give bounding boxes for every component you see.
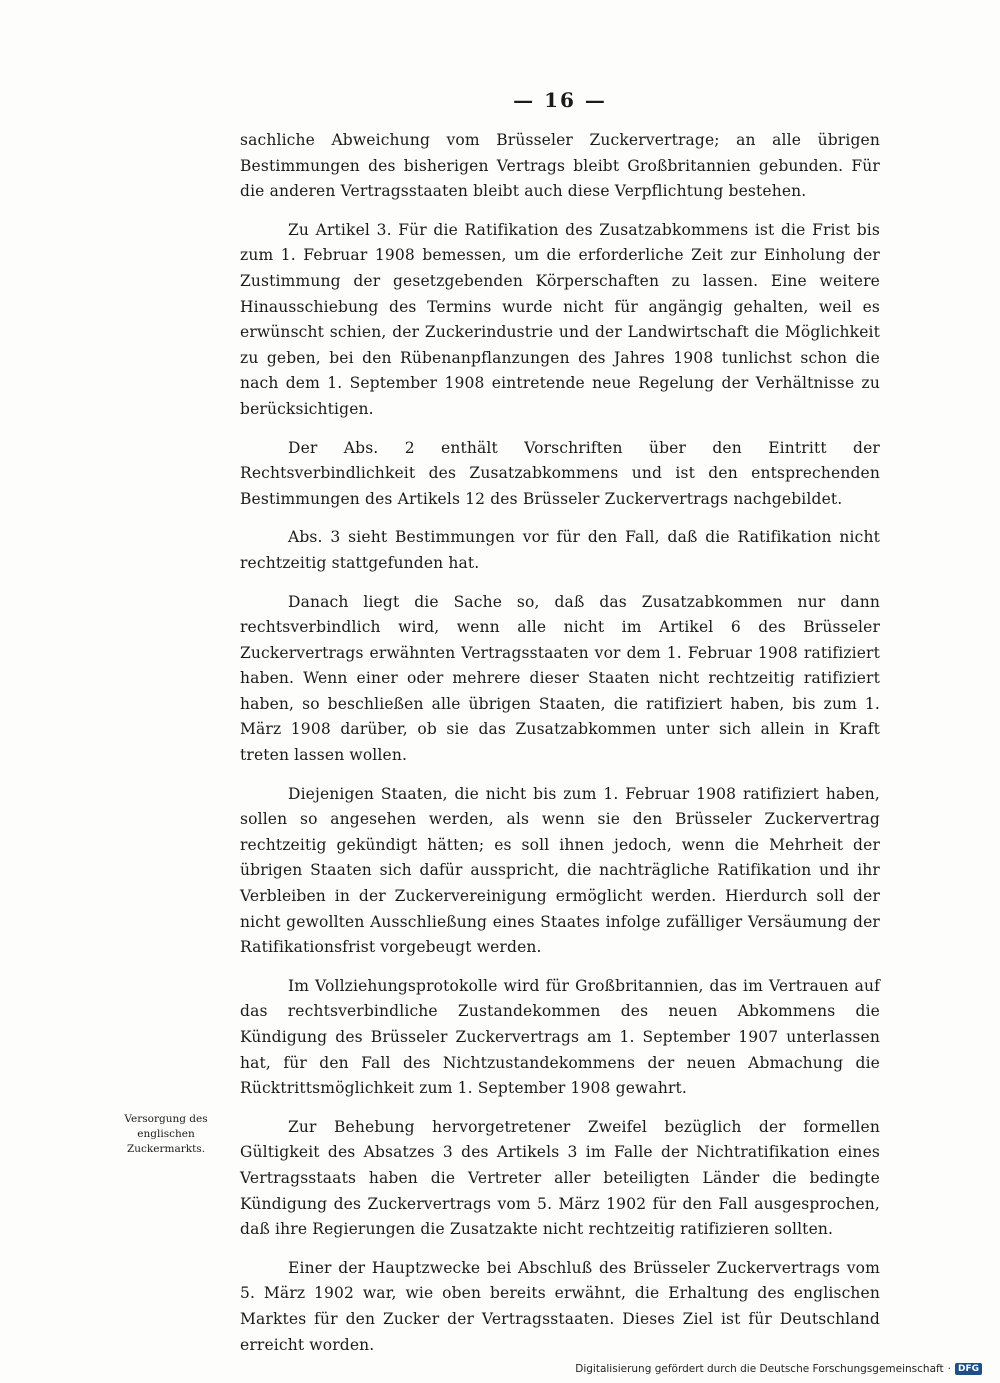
paragraph-abs-3: Abs. 3 sieht Bestimmungen vor für den Fall, daß die Ratifikation nicht rechtzeitig stattgefunden hat.	[240, 528, 880, 572]
dfg-logo-icon: DFG	[955, 1363, 982, 1375]
footer	[575, 1363, 982, 1375]
paragraph-abs-2: Der Abs. 2 enthält Vorschriften über den Eintritt der Rechtsverbindlichkeit des Zusatzabkommens und ist den entsprechenden Bestimmungen des Artikels 12 des Brüsseler Zuckervertrags nachgebildet.	[240, 438, 880, 508]
paragraph-danach: Danach liegt die Sache so, daß das Zusatzabkommen nur dann rechtsverbindlich wird, wenn alle nicht im Artikel 6 des Brüsseler Zuckervertrags erwähnten Vertragsstaaten vor dem 1. Februar 1908 ratifiziert haben. Wenn einer oder mehrere dieser Staaten nicht rechtzeitig ratifiziert haben, so beschließen alle übrigen Staaten, die ratifiziert haben, bis zum 1. März 1908 darüber, ob sie das Zusatzabkommen unter sich allein in Kraft treten lassen wollen.	[240, 592, 880, 765]
paragraph-hauptzwecke: Einer der Hauptzwecke bei Abschluß des Brüsseler Zuckervertrags vom 5. März 1902 war, wie oben bereits erwähnt, die Erhaltung des englischen Marktes für den Zucker der Vertragsstaaten. Dieses Ziel ist für Deutschland erreicht worden.	[240, 1258, 880, 1354]
margin-note	[100, 1112, 232, 1157]
footer-separator: ·	[947, 1363, 951, 1375]
paragraph-vollziehungsprotokoll: Im Vollziehungsprotokolle wird für Großbritannien, das im Vertrauen auf das rechtsverbindliche Zustandekommen des neuen Abkommens die Kündigung des Brüsseler Zuckervertrags am 1. September 1907 unterlassen hat, für den Fall des Nichtzustandekommens der neuen Abmachung die Rücktrittsmöglichkeit zum 1. September 1908 gewahrt.	[240, 976, 880, 1098]
footer-text: Digitalisierung gefördert durch die Deutsche Forschungsgemeinschaft	[575, 1363, 944, 1375]
paragraph-article-3: Zu Artikel 3. Für die Ratifikation des Zusatzabkommens ist die Frist bis zum 1. Februar 1908 bemessen, um die erforderliche Zeit zur Einholung der Zustimmung der gesetzgebenden Körperschaften zu lassen. Eine weitere Hinausschiebung des Termins wurde nicht für angängig gehalten, weil es erwünscht schien, der Zuckerindustrie und der Landwirtschaft die Möglichkeit zu geben, bei den Rübenanpflanzungen des Jahres 1908 tunlichst schon die nach dem 1. September 1908 eintretende neue Regelung der Verhältnisse zu berücksichtigen.	[240, 220, 880, 418]
page-number: — 16 —	[513, 88, 607, 112]
margin-note-line-1: Versorgung des	[124, 1113, 208, 1125]
paragraph-continuation: sachliche Abweichung vom Brüsseler Zuckervertrage; an alle übrigen Bestimmungen des bisherigen Vertrags bleibt Großbritannien gebunden. Für die anderen Vertragsstaaten bleibt auch diese Verpflichtung bestehen.	[240, 131, 880, 201]
margin-note-line-2: englischen Zuckermarkts.	[126, 1128, 206, 1155]
body-text	[240, 128, 880, 1371]
paragraph-behebung-zweifel: Zur Behebung hervorgetretener Zweifel bezüglich der formellen Gültigkeit des Absatzes 3 des Artikels 3 im Falle der Nichtratifikation eines Vertragsstaats haben die Vertreter aller beteiligten Länder die bedingte Kündigung des Zuckervertrags vom 5. März 1902 für den Fall ausgesprochen, daß ihre Regierungen die Zusatzakte nicht rechtzeitig ratifizieren sollten.	[240, 1117, 880, 1239]
paragraph-diejenigen-staaten: Diejenigen Staaten, die nicht bis zum 1. Februar 1908 ratifiziert haben, sollen so angesehen werden, als wenn sie den Brüsseler Zuckervertrag rechtzeitig gekündigt hätten; es soll ihnen jedoch, wenn die Mehrheit der übrigen Staaten sich dafür ausspricht, die nachträgliche Ratifikation und ihr Verbleiben in der Zuckervereinigung ermöglicht werden. Hierdurch soll der nicht gewollten Ausschließung eines Staates infolge zufälliger Versäumung der Ratifikationsfrist vorgebeugt werden.	[240, 784, 880, 957]
